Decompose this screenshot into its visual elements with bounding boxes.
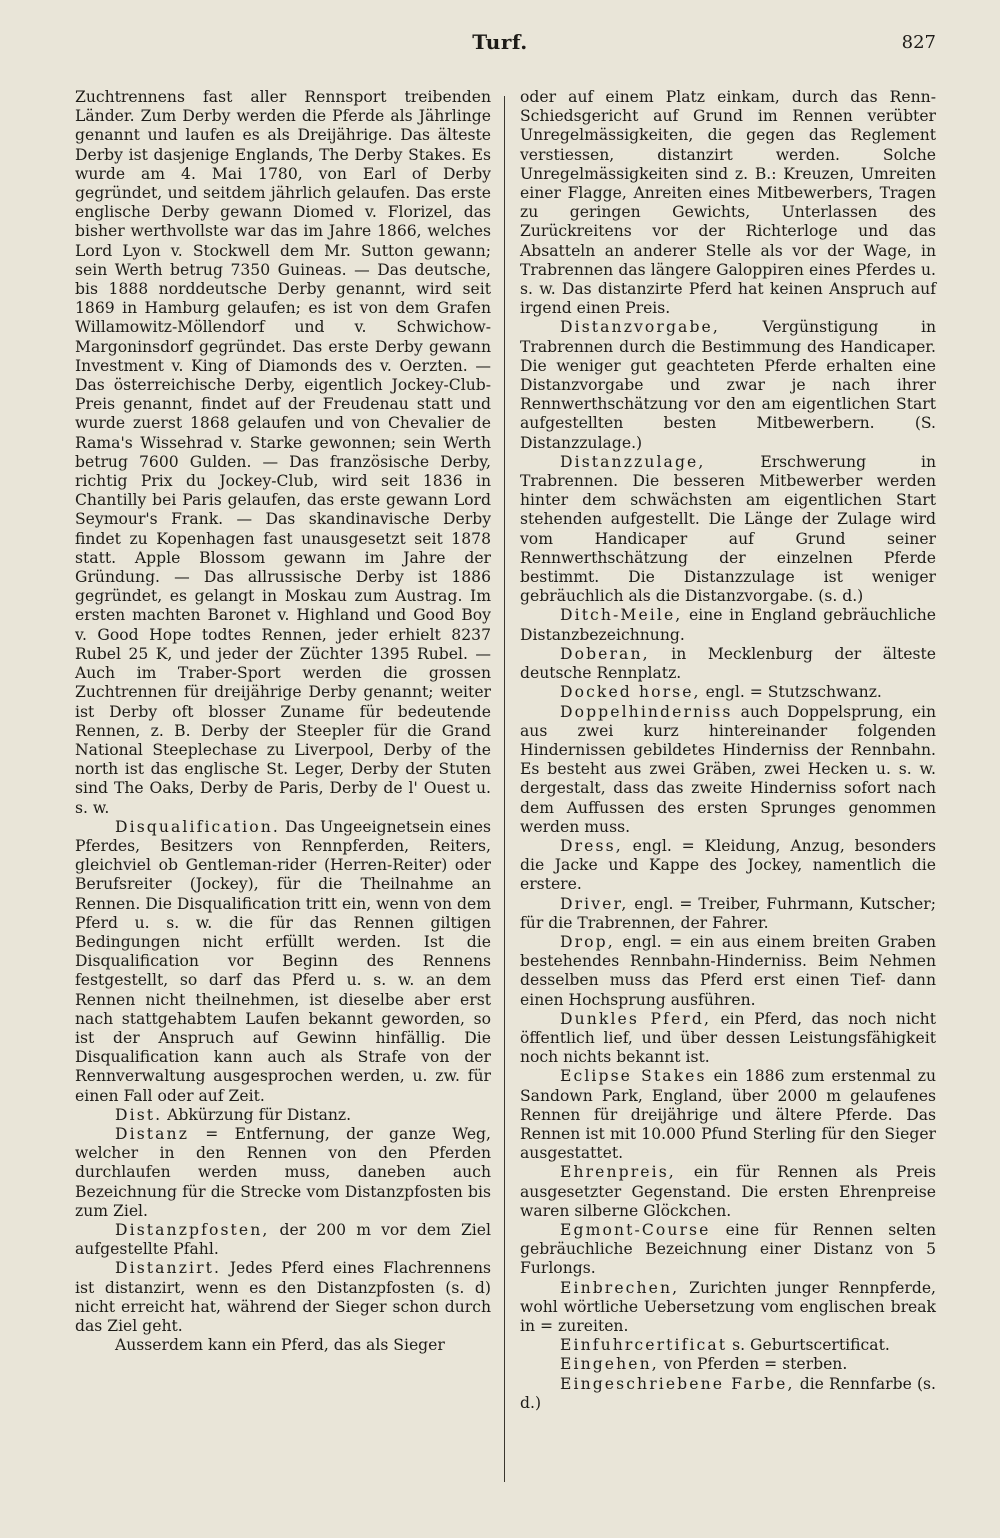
dictionary-entry: [520, 606, 936, 644]
entry-text: engl. = Kleidung, Anzug, besonders die Jacke und Kappe des Jockey, namentlich die erstere.: [520, 836, 936, 894]
dictionary-entry: [520, 1336, 936, 1355]
right-column: [520, 88, 936, 1413]
entry-text: in Mecklenburg der älteste deutsche Rennplatz.: [520, 644, 936, 683]
entry-headword: Eclipse Stakes: [560, 1067, 707, 1086]
dictionary-entry: [520, 1375, 936, 1413]
dictionary-entry: [520, 895, 936, 933]
dictionary-entry: [520, 933, 936, 1010]
entry-text: engl. = Treiber, Fuhrmann, Kutscher; für die Trabrennen, der Fahrer.: [520, 894, 936, 932]
dictionary-entry: [520, 1355, 936, 1374]
entry-text: Abkürzung für Distanz.: [162, 1105, 352, 1124]
entry-text: Vergünstigung in Trabrennen durch die Bestimmung des Handicaper. Die weniger gut geachteten Pferde erhalten eine Distanzvorgabe und zwar je nach ihrer Rennwerthschätzung vor den am eigentlichen Start aufgestellten besten Mitbewerbern. (S. Distanzzulage.): [520, 318, 936, 452]
entry-text: Jedes Pferd eines Flachrennens ist distanzirt, wenn es den Distanzpfosten (s. d) nicht erreicht hat, während der Sieger schon durch das Ziel geht.: [75, 1259, 491, 1335]
entry-text: die Rennfarbe (s. d.): [520, 1374, 937, 1412]
entry-headword: Einfuhrcertificat: [560, 1336, 728, 1355]
entry-text: Ausserdem kann ein Pferd, das als Sieger: [115, 1336, 445, 1355]
entry-headword: Distanzpfosten,: [115, 1220, 270, 1239]
dictionary-entry: [520, 837, 936, 895]
entry-text: ein für Rennen als Preis ausgesetzter Gegenstand. Die ersten Ehrenpreise waren silberne Glöckchen.: [520, 1163, 936, 1220]
dictionary-entry: [520, 453, 936, 607]
entry-headword: Ehrenpreis,: [560, 1163, 676, 1182]
dictionary-entry: [75, 1106, 491, 1125]
entry-headword: Docked horse,: [560, 683, 701, 702]
entry-headword: Doppelhinderniss: [560, 702, 733, 721]
dictionary-entry: [75, 1125, 491, 1221]
entry-text: = Entfernung, der ganze Weg, welcher in den Rennen von den Pferden durchlaufen werden muss, daneben auch Bezeichnung für die Strecke vom Distanzpfosten bis zum Ziel.: [75, 1124, 491, 1220]
entry-text: Erschwerung in Trabrennen. Die besseren Mitbewerber werden hinter dem schwächsten am eigentlichen Start stehenden aufgestellt. Die Länge der Zulage wird vom Handicaper auf Grund seiner Rennwerthschätzung der einzelnen Pferde bestimmt. Die Distanzzulage ist weniger gebräuchlich als die Distanzvorgabe. (s. d.): [520, 452, 936, 606]
dictionary-entry: [520, 1163, 936, 1221]
dictionary-entry: [520, 683, 936, 702]
dictionary-entry: [75, 1221, 491, 1259]
dictionary-entry: [520, 88, 936, 318]
dictionary-entry: [520, 703, 936, 837]
entry-text: eine für Rennen selten gebräuchliche Bezeichnung einer Distanz von 5 Furlongs.: [520, 1220, 936, 1278]
entry-text: ein 1886 zum erstenmal zu Sandown Park, England, über 2000 m gelaufenes Rennen für dreijährige und ältere Pferde. Das Rennen ist mit 10.000 Pfund Sterling für den Sieger ausgestattet.: [520, 1067, 936, 1163]
entry-headword: Driver,: [560, 894, 629, 913]
entry-headword: Distanzirt.: [115, 1259, 222, 1278]
entry-headword: Dist.: [115, 1105, 163, 1124]
entry-text: engl. = ein aus einem breiten Graben bestehendes Rennbahn-Hinderniss. Beim Nehmen desselben muss das Pferd erst einen Tief- dann einen Hochsprung ausführen.: [520, 932, 936, 1009]
dictionary-entry: [75, 88, 491, 818]
entry-text: s. Geburtscertificat.: [727, 1336, 890, 1355]
entry-text: ein Pferd, das noch nicht öffentlich lief, und über dessen Leistungsfähigkeit noch nichts bekannt ist.: [520, 1009, 936, 1067]
entry-text: Zuchtrennens fast aller Rennsport treibenden Länder. Zum Derby werden die Pferde als Jährlinge genannt und laufen es als Dreijährige. Das älteste Derby ist dasjenige Englands, The Derby Stakes. Es wurde am 4. Mai 1780, von Earl of Derby gegründet, und seitdem jährlich gelaufen. Das erste englische Derby gewann Diomed v. Florizel, das bisher werthvollste war das im Jahre 1866, welches Lord Lyon v. Stockwell dem Mr. Sutton gewann; sein Werth betrug 7350 Guineas. — Das deutsche, bis 1888 norddeutsche Derby genannt, wird seit 1869 in Hamburg gelaufen; es ist von dem Grafen Willamowitz-Möllendorf und v. Schwichow-Margoninsdorf gegründet. Das erste Derby gewann Investment v. King of Diamonds des v. Oerzten. — Das österreichische Derby, eigentlich Jockey-Club-Preis genannt, findet auf der Freudenau statt und wurde zuerst 1868 gelaufen und von Chevalier de Rama's Wissehrad v. Starke gewonnen; sein Werth betrug 7600 Gulden. — Das französische Derby, richtig Prix du Jockey-Club, wird seit 1836 in Chantilly bei Paris gelaufen, das erste gewann Lord Seymour's Frank. — Das skandinavische Derby findet zu Kopenhagen fast unausgesetzt seit 1878 statt. Apple Blossom gewann im Jahre der Gründung. — Das allrussische Derby ist 1886 gegründet, es gelangt in Moskau zum Austrag. Im ersten machten Baronet v. Highland und Good Boy v. Good Hope todtes Rennen, jeder erhielt 8237 Rubel 25 K, und jeder der Züchter 1395 Rubel. — Auch im Traber-Sport werden die grossen Zuchtrennen für dreijährige Derby genannt; weiter ist Derby oft blosser Zuname für bedeutende Rennen, z. B. Derby der Steepler für die Grand National Steeplechase zu Liverpool, Derby of the north ist das englische St. Leger, Derby der Stuten sind The Oaks, Derby de Paris, Derby de l' Ouest u. s. w.: [75, 88, 491, 817]
column-divider: [504, 96, 505, 1482]
entry-text: von Pferden = sterben.: [658, 1355, 848, 1374]
dictionary-entry: [520, 1067, 936, 1163]
page-number: 827: [901, 32, 936, 53]
running-title: Turf.: [472, 30, 528, 54]
dictionary-entry: [520, 645, 936, 683]
dictionary-entry: [520, 1279, 936, 1337]
entry-headword: Einbrechen,: [560, 1278, 680, 1297]
entry-headword: Eingehen,: [560, 1355, 659, 1374]
dictionary-entry: [75, 1259, 491, 1336]
entry-headword: Distanzvorgabe,: [560, 318, 720, 337]
dictionary-entry: [520, 318, 936, 452]
entry-text: oder auf einem Platz einkam, durch das Renn-Schiedsgericht auf Grund im Rennen verübter Unregelmässigkeiten, die gegen das Reglement verstiessen, distanzirt werden. Solche Unregelmässigkeiten sind z. B.: Kreuzen, Umreiten einer Flagge, Anreiten eines Mitbewerbers, Tragen zu geringen Gewichts, Unterlassen des Zurückreitens vor der Richterloge und das Absatteln an anderer Stelle als vor der Wage, in Trabrennen das längere Galoppiren eines Pferdes u. s. w. Das distanzirte Pferd hat keinen Anspruch auf irgend einen Preis.: [520, 88, 936, 318]
entry-headword: Doberan,: [560, 644, 650, 663]
dictionary-entry: [520, 1221, 936, 1279]
entry-headword: Distanz: [115, 1124, 190, 1143]
dictionary-entry: [75, 818, 491, 1106]
entry-headword: Dress,: [560, 836, 623, 855]
entry-text: auch Doppelsprung, ein aus zwei kurz hintereinander folgenden Hindernissen gebildetes Hinderniss der Rennbahn. Es besteht aus zwei Gräben, zwei Hecken u. s. w. dergestalt, dass das zweite Hinderniss sofort nach dem Auffussen des ersten Sprunges genommen werden muss.: [520, 702, 936, 836]
entry-headword: Egmont-Course: [560, 1220, 711, 1239]
entry-headword: Drop,: [560, 932, 615, 951]
dictionary-entry: [520, 1010, 936, 1068]
entry-headword: Dunkles Pferd,: [560, 1009, 711, 1028]
entry-text: engl. = Stutzschwanz.: [700, 683, 882, 702]
entry-headword: Ditch-Meile,: [560, 606, 683, 625]
entry-text: eine in England gebräuchliche Distanzbezeichnung.: [520, 606, 936, 644]
entry-text: der 200 m vor dem Ziel aufgestellte Pfahl.: [75, 1220, 491, 1259]
left-column: [75, 88, 491, 1355]
entry-text: Zurichten junger Rennpferde, wohl wörtliche Uebersetzung vom englischen break in = zureiten.: [520, 1278, 936, 1335]
entry-headword: Eingeschriebene Farbe,: [560, 1374, 795, 1393]
dictionary-entry: [75, 1336, 491, 1355]
entry-headword: Disqualification.: [115, 817, 280, 836]
entry-text: Das Ungeeignetsein eines Pferdes, Besitzers von Rennpferden, Reiters, gleichviel ob Gentleman-rider (Herren-Reiter) oder Berufsreiter (Jockey), für die Theilnahme an Rennen. Die Disqualification tritt ein, wenn von dem Pferd u. s. w. die für das Rennen giltigen Bedingungen nicht erfüllt werden. Ist die Disqualification vor Beginn des Rennens festgestellt, so darf das Pferd u. s. w. an dem Rennen nicht theilnehmen, ist dieselbe aber erst nach stattgehabtem Laufen bekannt geworden, so ist der Anspruch auf Gewinn hinfällig. Die Disqualification kann auch als Strafe von der Rennverwaltung ausgesprochen werden, u. zw. für einen Fall oder auf Zeit.: [75, 817, 491, 1105]
entry-headword: Distanzzulage,: [560, 452, 706, 471]
